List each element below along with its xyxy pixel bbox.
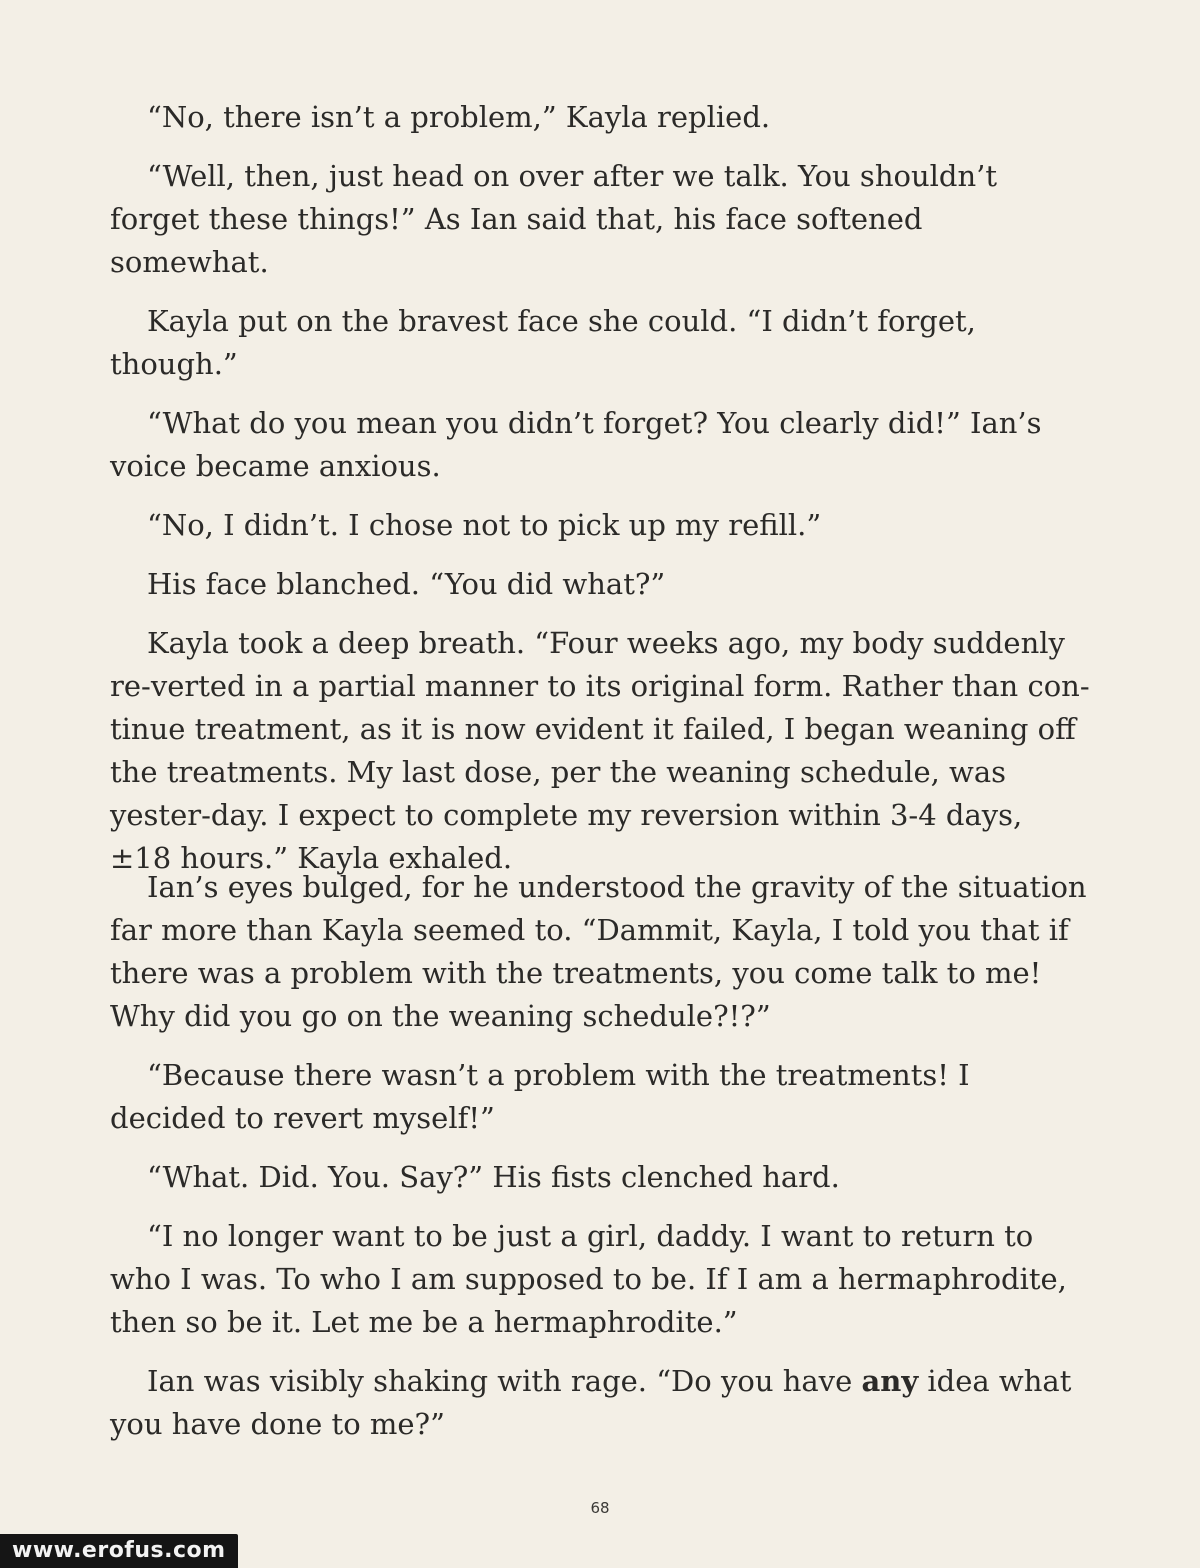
paragraph: Kayla put on the bravest face she could. “I didn’t forget, though.” [110,304,976,381]
paragraph: “No, there isn’t a problem,” Kayla replied. [147,100,771,134]
page-number: 68 [590,1499,610,1517]
paragraph: His face blanched. “You did what?” [147,567,666,601]
paragraph: Ian’s eyes bulged, for he understood the gravity of the situation far more than Kayla seemed to. “Dammit, Kayla, I told you that if there was a problem with the treatments, you come talk to me! Why did you go on the weaning schedule?!?” [110,870,1087,1033]
paragraph: “What do you mean you didn’t forget? You clearly did!” Ian’s voice became anxious. [110,406,1042,483]
paragraph: Kayla took a deep breath. “Four weeks ago, my body suddenly re-verted in a partial manner to its original form. Rather than con-tinue treatment, as it is now evident it failed, I began weaning off the treatments. My last dose, per the weaning schedule, was yester-day. I expect to complete my reversion within 3-4 days, ±18 hours.” Kayla exhaled. [110,626,1090,875]
paragraph-text: idea what you have done to me?” [110,1364,1072,1441]
paragraph: “No, I didn’t. I chose not to pick up my refill.” [147,508,822,542]
watermark: www.erofus.com [0,1534,238,1568]
paragraph: “Because there wasn’t a problem with the treatments! I decided to revert myself!” [110,1058,970,1135]
text-section-bottom [110,866,1090,1462]
paragraph: “What. Did. You. Say?” His fists clenched hard. [147,1160,840,1194]
emphasis-word: any [861,1364,919,1398]
text-section-top [110,96,1090,896]
paragraph-last [110,1360,1090,1446]
paragraph-text: Ian was visibly shaking with rage. “Do you have [147,1364,862,1398]
paragraph: “I no longer want to be just a girl, daddy. I want to return to who I was. To who I am supposed to be. If I am a hermaphrodite, then so be it. Let me be a hermaphrodite.” [110,1219,1067,1339]
paragraph: “Well, then, just head on over after we talk. You shouldn’t forget these things!” As Ian said that, his face softened somewhat. [110,159,998,279]
